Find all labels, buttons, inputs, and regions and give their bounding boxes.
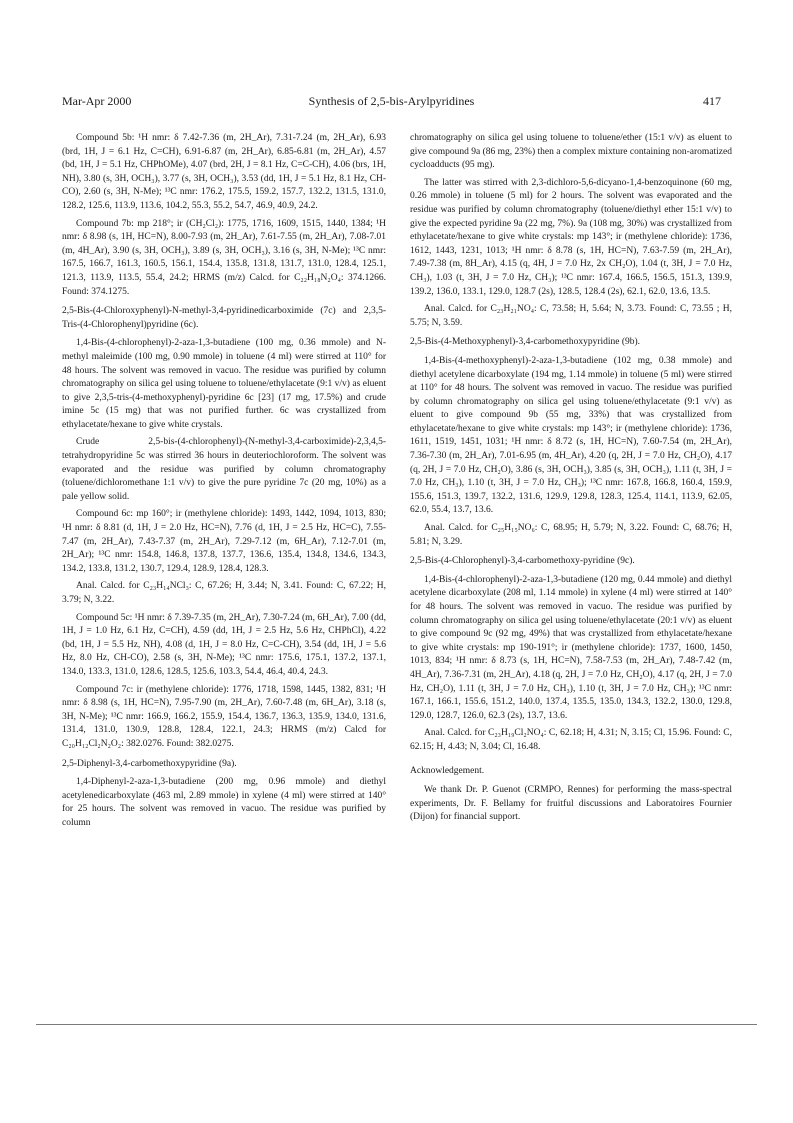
body-paragraph: 1,4-Diphenyl-2-aza-1,3-butadiene (200 mg, 0.96 mmole) and diethyl acetylenedicarboxylate (463 ml, 2.89 mmole) in xylene (4 ml) were stirred at 140° for 25 hours. The solvent was removed in vacuo. The residue was purified by column	[62, 777, 386, 828]
body-paragraph: Compound 7c: ir (methylene chloride): 1776, 1718, 1598, 1445, 1382, 831; ¹H nmr: δ 8.98 (s, 1H, HC=N), 7.95-7.90 (m, 2H_Ar), 7.60-7.48 (m, 6H_Ar), 3.18 (s, 3H, N-Me); ¹³C nmr: 166.9, 166.2, 155.9, 154.4, 136.7, 136.3, 135.9, 134.0, 131.6, 131.4, 131.0, 130.9, 128.8, 128.4, 122.1, 24.3; HRMS (m/z) Calcd for C₂₀H₁₂Cl₂N₂O₂: 382.0276. Found: 382.0275.	[62, 684, 386, 749]
section-heading: 2,5-Bis-(4-Methoxyphenyl)-3,4-carbomethoxypyridine (9b).	[410, 337, 641, 348]
body-paragraph: Compound 5b: ¹H nmr: δ 7.42-7.36 (m, 2H_Ar), 7.31-7.24 (m, 2H_Ar), 6.93 (brd, 1H, J = 6.1 Hz, C=CH), 6.91-6.87 (m, 2H_Ar), 6.85-6.81 (m, 2H_Ar), 4.57 (bd, 1H, J = 5.1 Hz, CHPhOMe), 4.07 (brd, 2H, J = 8.1 Hz, C=C-CH), 4.06 (brs, 1H, NH), 3.80 (s, 3H, OCH₃), 3.77 (s, 3H, OCH₃), 3.53 (dd, 1H, J = 5.1 Hz, 8.1 Hz, CH-CO), 2.60 (s, 3H, N-Me); ¹³C nmr: 176.2, 175.5, 159.2, 157.7, 132.2, 131.5, 131.0, 128.2, 125.6, 113.9, 113.6, 104.2, 55.3, 55.2, 54.7, 46.9, 40.9, 24.2.	[62, 133, 386, 211]
running-header	[62, 92, 721, 110]
body-paragraph: Anal. Calcd. for C₂₃H₁₄NCl₃: C, 67.26; H, 3.44; N, 3.41. Found: C, 67.22; H, 3.79; N, 3.22.	[62, 581, 386, 605]
body-paragraph: Compound 6c: mp 160°; ir (methylene chloride): 1493, 1442, 1094, 1013, 830; ¹H nmr: δ 8.81 (d, 1H, J = 2.0 Hz, HC=N), 7.76 (d, 1H, J = 2.5 Hz, HC=C), 7.55-7.47 (m, 2H_Ar), 7.43-7.37 (m, 2H_Ar), 7.29-7.12 (m, 6H_Ar), 7.12-7.01 (m, 2H_Ar); ¹³C nmr: 154.8, 146.8, 137.8, 137.7, 136.6, 135.4, 134.8, 134.6, 134.3, 134.2, 133.8, 131.2, 130.7, 129.4, 128.9, 128.4, 128.3.	[62, 509, 386, 574]
body-paragraph: 1,4-Bis-(4-chlorophenyl)-2-aza-1,3-butadiene (100 mg, 0.36 mmole) and N-methyl maleimide (100 mg, 0.90 mmole) in toluene (4 ml) were stirred at 110° for 48 hours. The solvent was removed in vacuo. The residue was purified by column chromatography on silica gel using toluene to toluene/ethylacetate (9:1 v/v) as eluent to give 2,3,5-tris-(4-methoxyphenyl)-pyridine 6c [23] (17 mg, 17.5%) and crude imine 5c (15 mg) that was not purified further. 6c was crystallized from ethylacetate/hexane to give white crystals.	[62, 338, 386, 430]
issue-date: Mar-Apr 2000	[62, 94, 132, 108]
body-paragraph: The latter was stirred with 2,3-dichloro-5,6-dicyano-1,4-benzoquinone (60 mg, 0.26 mmole) in toluene (5 ml) for 2 hours. The solvent was evaporated and the residue was purified by column chromatography (toluene/diethyl ether 15:1 v/v) to give the expected pyridine 9a (22 mg, 7%). 9a (108 mg, 30%) was crystallized from ethylacetate/hexane to give white crystals: mp 143°; ir (methylene chloride): 1736, 1612, 1443, 1231, 1013; ¹H nmr: δ 8.78 (s, 1H, HC=N), 7.63-7.59 (m, 2H_Ar), 7.49-7.38 (m, 8H_Ar), 4.15 (q, 4H, J = 7.0 Hz, 2x CH₂O), 1.04 (t, 3H, J = 7.0 Hz, CH₃), 1.03 (t, 3H, J = 7.0 Hz, CH₃); ¹³C nmr: 167.4, 166.5, 156.5, 151.3, 139.9, 139.2, 136.0, 133.1, 129.0, 128.7 (2s), 128.5, 128.4 (2s), 62.1, 62.0, 13.6, 13.5.	[410, 177, 732, 297]
right-column	[410, 132, 732, 829]
left-column	[62, 132, 386, 835]
body-paragraph: Compound 7b: mp 218°; ir (CH₂Cl₂): 1775, 1716, 1609, 1515, 1440, 1384; ¹H nmr: δ 8.98 (s, 1H, HC=N), 8.00-7.93 (m, 2H_Ar), 7.61-7.55 (m, 2H_Ar), 7.08-7.01 (m, 4H_Ar), 3.90 (s, 3H, OCH₃), 3.89 (s, 3H, OCH₃), 3.16 (s, 3H, N-Me); ¹³C nmr: 167.5, 166.7, 161.3, 160.5, 156.1, 154.4, 135.8, 131.8, 131.7, 131.0, 128.4, 125.1, 121.3, 113.9, 113.5, 55.4, 24.2; HRMS (m/z) Calcd. for C₂₂H₁₈N₂O₄: 374.1266. Found: 374.1275.	[62, 218, 386, 297]
running-title: Synthesis of 2,5-bis-Arylpyridines	[308, 94, 475, 108]
body-paragraph: Crude 2,5-bis-(4-chlorophenyl)-(N-methyl-3,4-carboximide)-2,3,4,5-tetrahydropyridine 5c was stirred 36 hours in deuteriochloroform. The solvent was evaporated and the residue was purified by column chromatography (toluene/dichloromethane 1:1 v/v) to give the pure pyridine 7c (20 mg, 10%) as a pale yellow solid.	[62, 437, 386, 502]
body-paragraph: We thank Dr. P. Guenot (CRMPO, Rennes) for performing the mass-spectral experiments, Dr. F. Bellamy for fruitful discussions and Laboratoires Fournier (Dijon) for financial support.	[410, 785, 732, 823]
body-paragraph: Compound 5c: ¹H nmr: δ 7.39-7.35 (m, 2H_Ar), 7.30-7.24 (m, 6H_Ar), 7.00 (dd, 1H, J = 1.0 Hz, 6.1 Hz, C=CH), 4.59 (dd, 1H, J = 2.5 Hz, 5.6 Hz, CHPhCl), 4.22 (bd, 1H, J = 5.5 Hz, NH), 4.08 (d, 1H, J = 8.0 Hz, C=C-CH), 3.54 (dd, 1H, J = 5.6 Hz, 8.0 Hz, CH-CO), 2.58 (s, 3H, N-Me); ¹³C nmr: 175.6, 175.1, 137.2, 137.1, 134.0, 133.3, 131.0, 128.6, 128.5, 125.6, 103.3, 54.4, 46.4, 40.4, 24.3.	[62, 612, 386, 677]
body-paragraph: 1,4-Bis-(4-chlorophenyl)-2-aza-1,3-butadiene (120 mg, 0.44 mmole) and diethyl acetylene dicarboxylate (208 ml, 1.14 mmole) in xylene (4 ml) were stirred at 140° for 48 hours. The solvent was removed in vacuo. The residue was purified by column chromatography on silica gel using toluene/ethylacetate (20:1 v/v) as eluent to give compound 9c (92 mg, 49%) that was crystallized from ethylacetate/hexane to give white crystals: mp 190-191°; ir (methylene chloride): 1737, 1600, 1450, 1013, 834; ¹H nmr: δ 8.73 (s, 1H, HC=N), 7.58-7.53 (m, 2H_Ar), 7.48-7.42 (m, 4H_Ar), 7.36-7.31 (m, 2H_Ar), 4.18 (q, 2H, J = 7.0 Hz, CH₂O), 4.17 (q, 2H, J = 7.0 Hz, CH₂O), 1.11 (t, 3H, J = 7.0 Hz, CH₃), 1.10 (t, 3H, J = 7.0 Hz, CH₃); ¹³C nmr: 167.1, 166.1, 155.6, 151.2, 140.0, 137.4, 135.5, 135.0, 134.3, 132.2, 130.0, 129.8, 129.0, 128.7, 126.0, 62.3 (2s), 13.7, 13.6.	[410, 574, 732, 721]
page-number: 417	[703, 94, 721, 108]
body-paragraph: Anal. Calcd. for C₂₅H₁₅NO₆: C, 68.95; H, 5.79; N, 3.22. Found: C, 68.76; H, 5.81; N, 3.29.	[410, 523, 732, 547]
section-heading: 2,5-Bis-(4-Chloroxyphenyl)-N-methyl-3,4-pyridinedicarboximide (7c) and 2,3,5-Tris-(4-Chlorophenyl)pyridine (6c).	[62, 306, 386, 330]
bottom-rule	[36, 1024, 757, 1025]
section-heading: 2,5-Bis-(4-Chlorophenyl)-3,4-carbomethoxy-pyridine (9c).	[410, 556, 635, 567]
body-paragraph: Anal. Calcd. for C₂₃H₂₁NO₄: C, 73.58; H, 5.64; N, 3.73. Found: C, 73.55 ; H, 5.75; N, 3.59.	[410, 304, 732, 328]
body-paragraph: 1,4-Bis-(4-methoxyphenyl)-2-aza-1,3-butadiene (102 mg, 0.38 mmole) and diethyl acetylene dicarboxylate (194 mg, 1.14 mmole) in toluene (5 ml) were stirred at 110° for 48 hours. The solvent was removed in vacuo. The residue was purified by column chromatography on silica gel using toluene/ethylacetate (9:1 v/v) as eluent to give compound 9b (55 mg, 33%) that was crystallized from ethylacetate/hexane to give white crystals: mp 143°; ir (methylene chloride): 1736, 1611, 1519, 1451, 1031; ¹H nmr: δ 8.72 (s, 1H, HC=N), 7.60-7.54 (m, 2H_Ar), 7.36-7.30 (m, 2H_Ar), 7.01-6.95 (m, 4H_Ar), 4.20 (q, 2H, J = 7.0 Hz, CH₂O), 4.17 (q, 2H, J = 7.0 Hz, CH₂O), 3.86 (s, 3H, OCH₃), 3.85 (s, 3H, OCH₃), 1.11 (t, 3H, J = 7.0 Hz, CH₃), 1.10 (t, 3H, J = 7.0 Hz, CH₃); ¹³C nmr: 167.8, 166.8, 160.4, 159.9, 155.6, 151.3, 139.7, 132.2, 131.6, 129.9, 129.8, 128.3, 125.4, 114.1, 113.9, 62.05, 62.0, 55.4, 13.7, 13.6.	[410, 355, 732, 516]
body-paragraph: Anal. Calcd. for C₂₃H₁₉Cl₂NO₄: C, 62.18; H, 4.31; N, 3.15; Cl, 15.96. Found: C, 62.15; H, 4.43; N, 3.04; Cl, 16.48.	[410, 728, 732, 752]
section-heading: 2,5-Diphenyl-3,4-carbomethoxypyridine (9a).	[62, 758, 237, 769]
body-paragraph: chromatography on silica gel using toluene to toluene/ether (15:1 v/v) as eluent to give compound 9a (86 mg, 23%) then a complex mixture containing non-aromatized cycloadducts (95 mg).	[410, 133, 732, 171]
acknowledgement-heading: Acknowledgement.	[410, 765, 485, 776]
